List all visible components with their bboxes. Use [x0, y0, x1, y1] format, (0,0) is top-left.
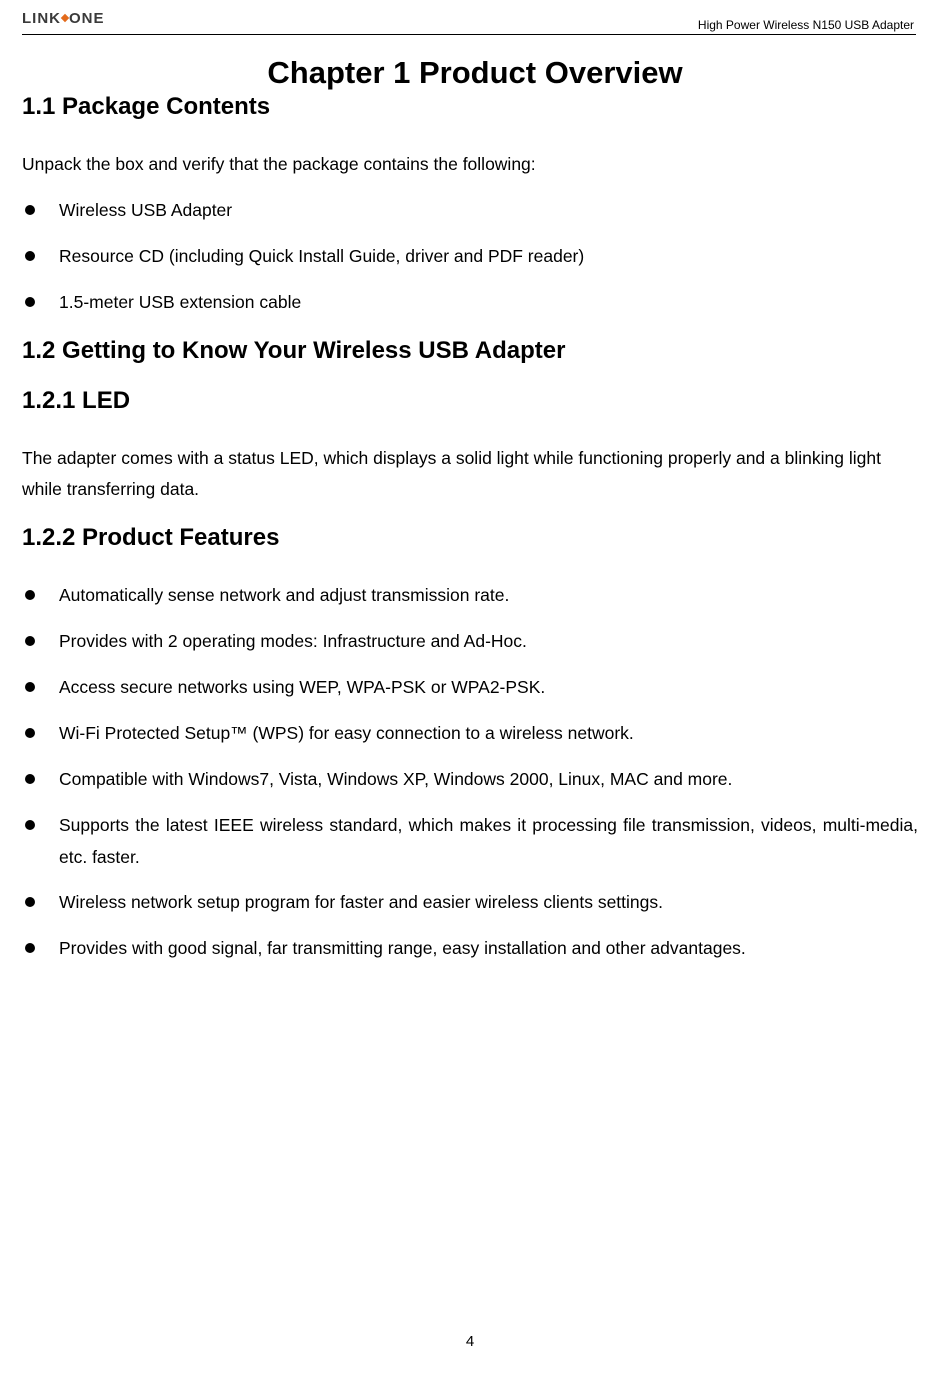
page-header: [22, 8, 916, 35]
package-intro: Unpack the box and verify that the package contains the following:: [22, 154, 536, 174]
bullet-icon: [25, 297, 35, 307]
bullet-icon: [25, 897, 35, 907]
bullet-icon: [25, 943, 35, 953]
bullet-icon: [25, 682, 35, 692]
list-item-text: Provides with good signal, far transmitting range, easy installation and other advantages.: [59, 938, 746, 958]
section-1-2-heading: 1.2 Getting to Know Your Wireless USB Adapter: [22, 337, 566, 364]
list-item-text: Provides with 2 operating modes: Infrastructure and Ad-Hoc.: [59, 631, 527, 651]
list-item-text: Wireless USB Adapter: [59, 200, 233, 220]
header-title: High Power Wireless N150 USB Adapter: [697, 18, 914, 32]
bullet-icon: [25, 251, 35, 261]
logo-diamond-icon: [61, 14, 69, 22]
section-1-1-heading: 1.1 Package Contents: [22, 93, 271, 120]
list-item-text: Wireless network setup program for faster and easier wireless clients settings.: [59, 892, 663, 912]
list-item-text: Supports the latest IEEE wireless standard, which makes it processing file transmission, videos, multi-media, etc. faster.: [59, 815, 918, 867]
list-item-text: Access secure networks using WEP, WPA-PSK or WPA2-PSK.: [59, 677, 546, 697]
page-number: 4: [465, 1333, 475, 1350]
section-1-2-2-heading: 1.2.2 Product Features: [22, 524, 280, 551]
list-item-text: 1.5-meter USB extension cable: [59, 292, 302, 312]
list-item-text: Wi-Fi Protected Setup™ (WPS) for easy connection to a wireless network.: [59, 723, 634, 743]
list-item-text: Resource CD (including Quick Install Guide, driver and PDF reader): [59, 246, 585, 266]
bullet-icon: [25, 774, 35, 784]
list-item-text: Compatible with Windows7, Vista, Windows XP, Windows 2000, Linux, MAC and more.: [59, 769, 733, 789]
section-1-2-1-heading: 1.2.1 LED: [22, 387, 131, 414]
bullet-icon: [25, 820, 35, 830]
logo-text-left: LINK: [22, 10, 61, 27]
brand-logo: [22, 10, 105, 27]
chapter-title: Chapter 1 Product Overview: [267, 55, 683, 90]
list-item-text: Automatically sense network and adjust transmission rate.: [59, 585, 510, 605]
bullet-icon: [25, 728, 35, 738]
bullet-icon: [25, 590, 35, 600]
bullet-icon: [25, 205, 35, 215]
logo-text-right: ONE: [69, 10, 105, 27]
led-description: The adapter comes with a status LED, which displays a solid light while functioning properly and a blinking light while transferring data.: [22, 448, 881, 499]
bullet-icon: [25, 636, 35, 646]
